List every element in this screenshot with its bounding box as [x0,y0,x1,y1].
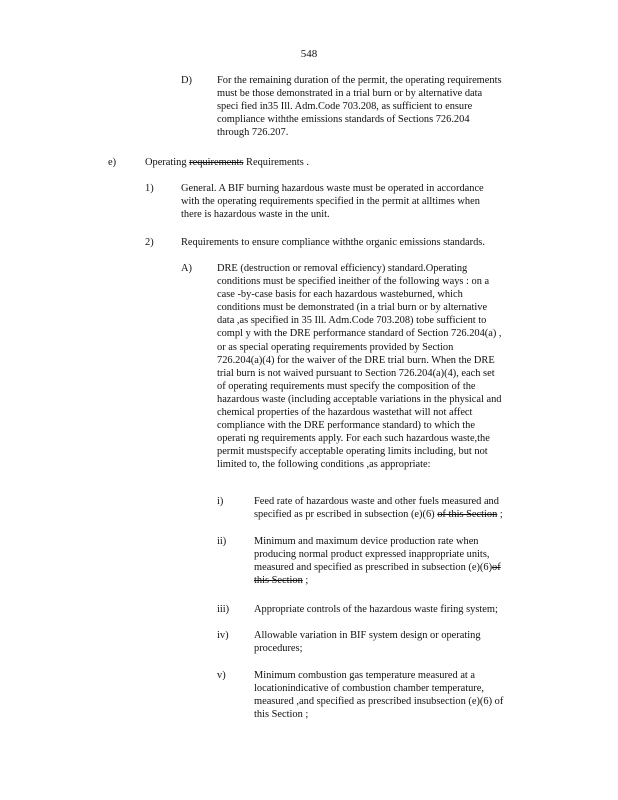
item-v-text: Minimum combustion gas temperature measured at a locationindicative of combustion chamber temperature, measured ,and specified as prescribed insubsection (e)(6) of this Section ; [254,670,504,721]
section-label-e: e) [108,157,117,168]
item-label-iii: iii) [217,604,230,615]
item-i-text: Feed rate of hazardous waste and other fuels measured and specified as pr escribed in subsection (e)(6) of this Section ; [254,496,503,521]
item-label-iv: iv) [217,630,229,641]
item-label-d: D) [181,75,192,86]
struck-text: of this Section [437,509,498,521]
item-iv-text: Allowable variation in BIF system design or operating procedures; [254,630,481,655]
item-1-text: General. A BIF burning hazardous waste must be operated in accordance with the operating requirements specified in the permit at alltimes when there is hazardous waste in the unit. [181,183,484,221]
item-label-a: A) [181,263,192,274]
struck-text: requirements [189,157,244,168]
struck-text: of [492,562,501,574]
item-label-i: i) [217,496,224,507]
item-iii-text: Appropriate controls of the hazardous waste firing system; [254,604,498,615]
struck-text: this Section [254,575,303,587]
section-e-heading: Operating requirements Requirements . [145,157,309,168]
item-ii-text: Minimum and maximum device production rate when producing normal product expressed inappropriate units, measured and specified as prescribed in subsection (e)(6)of this Section ; [254,536,501,587]
item-2-text: Requirements to ensure compliance withthe organic emissions standards. [181,237,485,248]
item-label-v: v) [217,670,226,681]
item-label-2: 2) [145,237,154,248]
item-a-text: DRE (destruction or removal efficiency) standard.Operating conditions must be specified ineither of the following ways : on a case -by-case basis for each hazardous wasteburned, which conditions must be demonstrated (in a trial burn or by alternative data ,as specified in 35 Ill. Adm.Code 703.208) tobe sufficient to compl y with the DRE performance standard of Section 726.204(a) , or as special operating requirements provided by Section 726.204(a)(4) for the waiver of the DRE trial burn. When the DRE trial burn is not waived pursuant to Section 726.204(a)(4), each set of operating requirements must specify the composition of the hazardous waste (including acceptable variations in the physical and chemical properties of the hazardous wastethat will not affect compliance with the DRE performance standard) to which the operati ng requirements apply. For each such hazardous waste,the permit mustspecify acceptable operating limits including, but not limited to, the following conditions ,as appropriate: [217,263,502,471]
item-label-1: 1) [145,183,154,194]
item-d-text: For the remaining duration of the permit, the operating requirements must be those demonstrated in a trial burn or by alternative data speci fied in35 Ill. Adm.Code 703.208, as sufficient to ensure compliance withthe emissions standards of Sections 726.204 through 726.207. [217,75,502,139]
item-label-ii: ii) [217,536,227,547]
page-number: 548 [300,48,318,60]
